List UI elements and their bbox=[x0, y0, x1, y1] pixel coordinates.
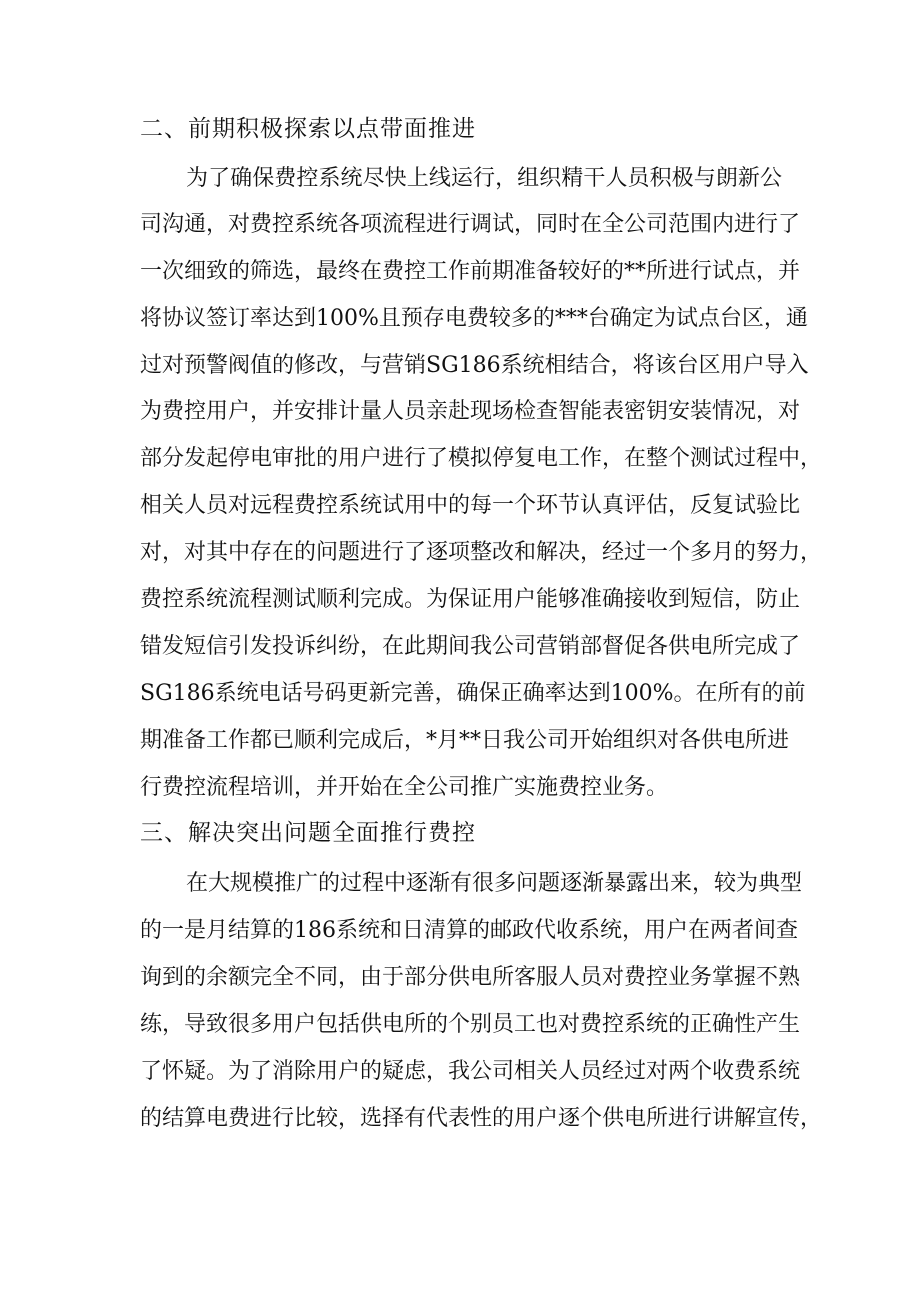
paragraph-line: 过对预警阀值的修改，与营销SG186系统相结合，将该台区用户导入 bbox=[140, 353, 809, 378]
paragraph-line: 部分发起停电审批的用户进行了模拟停复电工作，在整个测试过程中， bbox=[140, 446, 823, 471]
paragraph-line: 相关人员对远程费控系统试用中的每一个环节认真评估，反复试验比 bbox=[140, 493, 801, 518]
paragraph-line: 为了确保费控系统尽快上线运行，组织精干人员积极与朗新公 bbox=[186, 166, 782, 191]
paragraph-line: 的一是月结算的186系统和日清算的邮政代收系统，用户在两者间查 bbox=[140, 918, 798, 943]
paragraph-line: 为费控用户，并安排计量人员亲赴现场检查智能表密钥安装情况，对 bbox=[140, 399, 801, 424]
paragraph-line: 期准备工作都已顺利完成后，*月**日我公司开始组织对各供电所进 bbox=[140, 728, 790, 753]
paragraph-line: 的结算电费进行比较，选择有代表性的用户逐个供电所进行讲解宣传， bbox=[140, 1106, 823, 1131]
paragraph-line: SG186系统电话号码更新完善，确保正确率达到100%。在所有的前 bbox=[140, 681, 806, 706]
paragraph-line: 司沟通，对费控系统各项流程进行调试，同时在全公司范围内进行了 bbox=[140, 212, 801, 237]
paragraph-line: 行费控流程培训，并开始在全公司推广实施费控业务。 bbox=[140, 775, 669, 800]
paragraph-line: 询到的余额完全不同，由于部分供电所客服人员对费控业务掌握不熟 bbox=[140, 965, 801, 990]
paragraph-line: 错发短信引发投诉纠纷，在此期间我公司营销部督促各供电所完成了 bbox=[140, 634, 801, 659]
section-heading: 二、前期积极探索以点带面推进 bbox=[140, 116, 476, 142]
section-heading: 三、解决突出问题全面推行费控 bbox=[140, 820, 476, 846]
paragraph-line: 了怀疑。为了消除用户的疑虑，我公司相关人员经过对两个收费系统 bbox=[140, 1059, 801, 1084]
paragraph-line: 在大规模推广的过程中逐渐有很多问题逐渐暴露出来，较为典型 bbox=[186, 871, 803, 896]
paragraph-line: 将协议签订率达到100%且预存电费较多的***台确定为试点台区，通 bbox=[140, 306, 808, 331]
paragraph-line: 费控系统流程测试顺利完成。为保证用户能够准确接收到短信，防止 bbox=[140, 587, 801, 612]
paragraph-line: 一次细致的筛选，最终在费控工作前期准备较好的**所进行试点，并 bbox=[140, 259, 801, 284]
paragraph-line: 练，导致很多用户包括供电所的个别员工也对费控系统的正确性产生 bbox=[140, 1012, 801, 1037]
paragraph-line: 对，对其中存在的问题进行了逐项整改和解决，经过一个多月的努力， bbox=[140, 540, 823, 565]
